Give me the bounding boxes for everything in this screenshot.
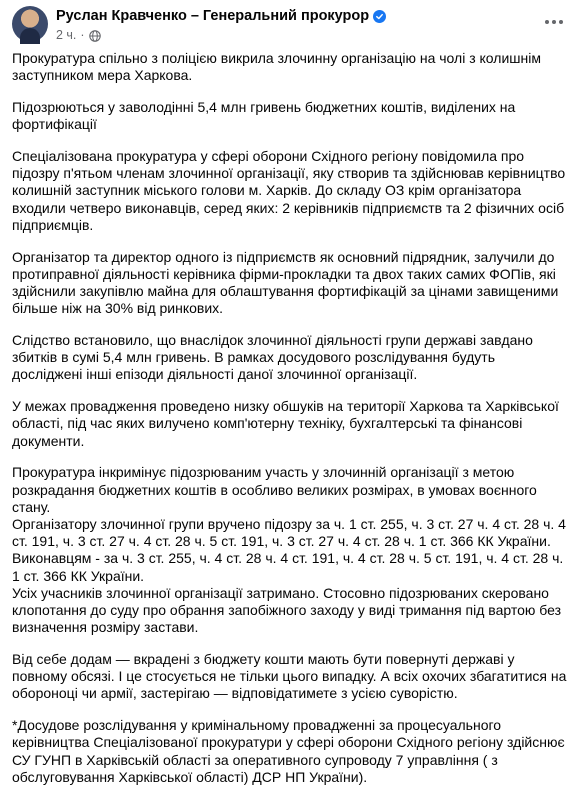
- post-paragraph-subtitle: Підозрюються у заволодінні 5,4 млн гривень бюджетних коштів, виділених на фортифікації: [12, 99, 516, 133]
- author-line: [56, 6, 540, 26]
- post-paragraph-damage: Слідство встановило, що внаслідок злочинної діяльності групи державі завдано збитків в сумі 5,4 млн гривень. В рамках досудового розслідування будуть досліджені інші епізоди діяльності даної злочинної організації.: [12, 332, 533, 383]
- post-body: [12, 50, 568, 786]
- author-avatar[interactable]: [12, 6, 48, 42]
- author-block: [56, 6, 540, 43]
- post-paragraph-scheme: Організатор та директор одного із підприємств як основний підрядник, залучили до протиправної діяльності керівника фірми-прокладки та двох таких самих ФОПів, які здійснили закупівлю майна для облаштування фортифікацій за цінами завищеними більше ніж на 30% від ринкових.: [12, 248, 559, 317]
- post-paragraph-charges: Прокуратура інкримінує підозрюваним участь у злочинній організації з метою розкрадання бюджетних коштів в особливо великих розмірах, в умовах воєнного стану.: [12, 464, 537, 515]
- post-paragraph-organizer-charges: Організатору злочинної групи вручено підозру за ч. 1 ст. 255, ч. 3 ст. 27 ч. 4 ст. 28 ч. 4 ст. 191, ч. 3 ст. 27 ч. 4 ст. 28 ч. 5 ст. 191, ч. 3 ст. 27 ч. 4 ст. 28 ч. 1 ст. 366 КК України.: [12, 516, 566, 550]
- post-paragraph-footnote: *Досудове розслідування у кримінальному провадженні за процесуального керівництва Спеціалізованої прокуратури у сфері оборони Східного регіону здійснює СУ ГУНП в Харківській області за оперативного супроводу 7 управління ( з обслуговування Харківської області) ДСР НП України).: [12, 717, 565, 785]
- post-header: [12, 6, 568, 46]
- globe-icon[interactable]: [89, 29, 101, 41]
- post-paragraph-searches: У межах провадження проведено низку обшуків на території Харкова та Харківської області, під час яких вилучено комп'ютерну техніку, бухгалтерські та фінансові документи.: [12, 398, 559, 449]
- post-paragraph-executors-charges: Виконавцям - за ч. 3 ст. 255, ч. 4 ст. 28 ч. 4 ст. 191, ч. 4 ст. 28 ч. 5 ст. 191, ч. 4 ст. 28 ч. 1 ст. 366 КК України.: [12, 550, 564, 584]
- meta-separator: ·: [80, 28, 85, 42]
- more-options-button[interactable]: [540, 10, 568, 34]
- author-name[interactable]: Руслан Кравченко – Генеральний прокурор: [56, 8, 370, 24]
- verified-badge-icon: [373, 10, 386, 23]
- post-paragraph-statement: Від себе додам — вкрадені з бюджету кошти мають бути повернуті державі у повному обсязі. І це стосується не тільки цього випадку. А всіх охочих збагатитися на обороноці чи армії, застерігаю — відповідатимете з усією суворістю.: [12, 651, 567, 702]
- more-options-icon: [544, 19, 564, 25]
- post-paragraph-detention: Усіх учасників злочинної організації затримано. Стосовно підозрюваних скеровано клопотання до суду про обрання запобіжного заходу у виді тримання під вартою без визначення розміру застави.: [12, 584, 562, 636]
- post-paragraph-suspicion: Спеціалізована прокуратура у сфері оборони Східного регіону повідомила про підозру п'ятьом членам злочинної організації, яку створив та здійснював керівництво колишній заступник міського голови м. Харків. До складу ОЗ крім організатора входили четверо виконавців, серед яких: 2 керівників підприємств та 2 фізичних осіб підприємців.: [12, 148, 566, 233]
- post-paragraph-intro: Прокуратура спільно з поліцією викрила злочинну організацію на чолі з колишнім заступником мера Харкова.: [12, 50, 541, 84]
- post-timestamp[interactable]: 2 ч.: [56, 28, 77, 42]
- post-meta: [56, 27, 540, 43]
